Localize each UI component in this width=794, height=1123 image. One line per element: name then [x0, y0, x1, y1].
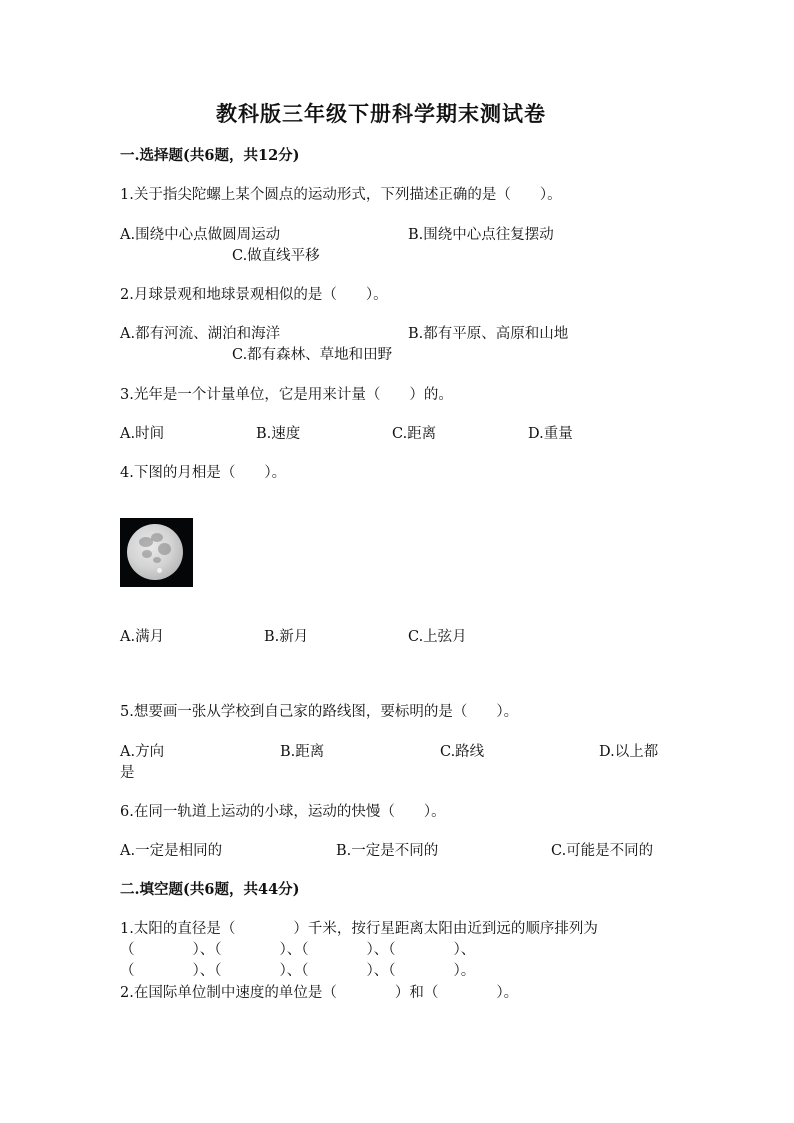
fill-question-line: （ ）、（ ）、（ ）、（ ）。	[120, 963, 476, 979]
option-a[interactable]: A.一定是相同的	[120, 843, 223, 859]
question-stem: 6.在同一轨道上运动的小球，运动的快慢（ ）。	[120, 804, 446, 820]
option-c[interactable]: C.做直线平移	[232, 248, 320, 264]
moon-mare	[158, 543, 171, 555]
question-stem: 5.想要画一张从学校到自己家的路线图，要标明的是（ ）。	[120, 704, 519, 720]
option-b[interactable]: B.一定是不同的	[336, 843, 439, 859]
moon-mare	[142, 550, 152, 558]
page-title: 教科版三年级下册科学期末测试卷	[216, 101, 546, 126]
option-b[interactable]: B.围绕中心点往复摆动	[408, 227, 554, 243]
option-a[interactable]: A.满月	[120, 629, 165, 645]
option-d-wrap: 是	[120, 765, 135, 781]
option-c[interactable]: C.可能是不同的	[551, 843, 654, 859]
option-a[interactable]: A.都有河流、湖泊和海洋	[120, 326, 281, 342]
option-d[interactable]: D.以上都	[599, 744, 659, 760]
question-stem: 1.关于指尖陀螺上某个圆点的运动形式，下列描述正确的是（ ）。	[120, 187, 562, 203]
moon-disc	[127, 524, 183, 580]
question-stem: 2.月球景观和地球景观相似的是（ ）。	[120, 287, 388, 303]
option-b[interactable]: B.距离	[280, 744, 325, 760]
fill-question-line: 1.太阳的直径是（ ）千米，按行星距离太阳由近到远的顺序排列为	[120, 921, 598, 937]
option-c[interactable]: C.路线	[440, 744, 485, 760]
option-c[interactable]: C.都有森林、草地和田野	[232, 347, 393, 363]
option-b[interactable]: B.速度	[256, 426, 301, 442]
moon-mare	[153, 557, 161, 563]
option-b[interactable]: B.都有平原、高原和山地	[408, 326, 569, 342]
section-heading-fill: 二.填空题(共6题，共44分)	[120, 881, 300, 898]
moon-crater	[157, 568, 162, 573]
fill-question: 2.在国际单位制中速度的单位是（ ）和（ ）。	[120, 985, 519, 1001]
question-stem: 4.下图的月相是（ ）。	[120, 465, 287, 481]
fill-question-line: （ ）、（ ）、（ ）、（ ）、	[120, 942, 476, 958]
option-a[interactable]: A.时间	[120, 426, 165, 442]
option-a[interactable]: A.方向	[120, 744, 165, 760]
option-a[interactable]: A.围绕中心点做圆周运动	[120, 227, 281, 243]
moon-mare	[151, 533, 163, 542]
option-d[interactable]: D.重量	[528, 426, 573, 442]
option-c[interactable]: C.距离	[392, 426, 437, 442]
option-c[interactable]: C.上弦月	[408, 629, 467, 645]
section-heading-choice: 一.选择题(共6题，共12分)	[120, 147, 300, 164]
option-b[interactable]: B.新月	[264, 629, 309, 645]
question-stem: 3.光年是一个计量单位，它是用来计量（ ）的。	[120, 387, 453, 403]
full-moon-image	[120, 518, 193, 587]
